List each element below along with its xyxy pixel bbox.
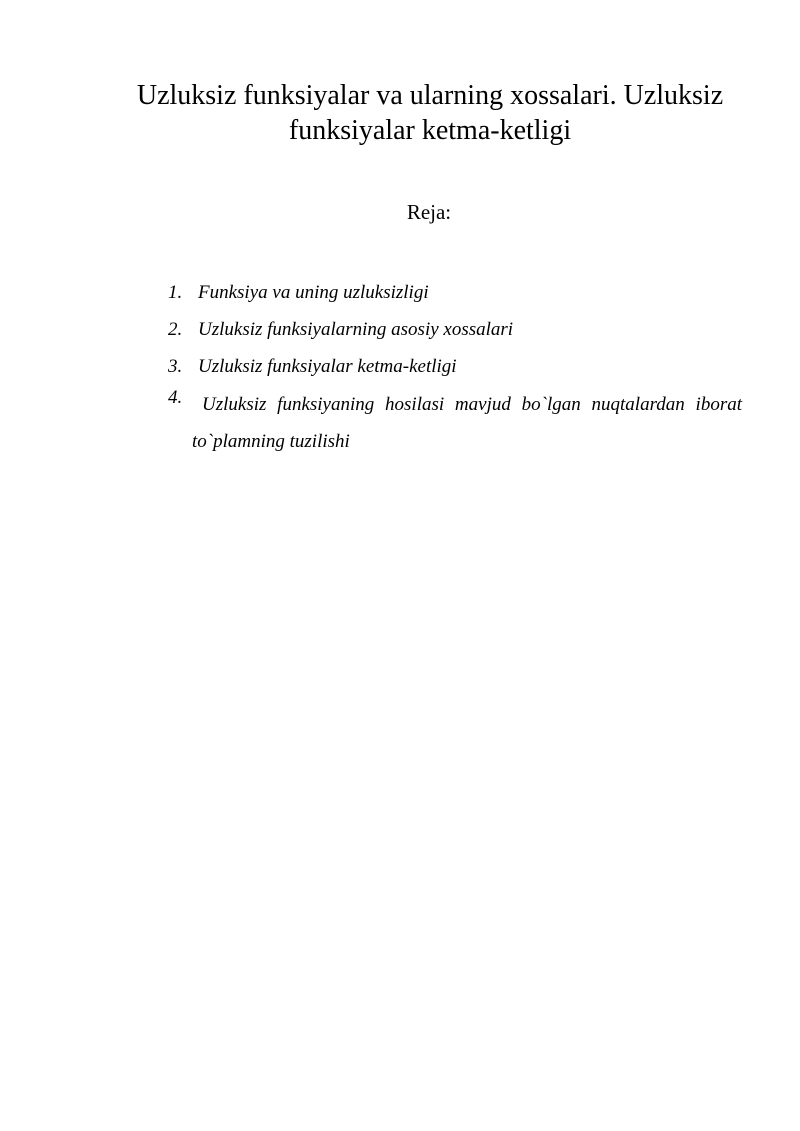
document-title: Uzluksiz funksiyalar va ularning xossalari. Uzluksiz funksiyalar ketma-ketligi <box>136 80 724 146</box>
plan-item <box>168 281 742 305</box>
plan-item-number: 2. <box>168 319 183 340</box>
plan-list <box>168 281 742 473</box>
plan-item-text: Uzluksiz funksiyalarning asosiy xossalari <box>198 319 514 340</box>
plan-item <box>168 318 742 342</box>
plan-item-number: 3. <box>168 356 183 377</box>
plan-item-text: Uzluksiz funksiyalar ketma-ketligi <box>198 356 457 377</box>
plan-heading: Reja: <box>406 200 452 224</box>
plan-item-number: 4. <box>168 387 183 408</box>
plan-item-text: Uzluksiz funksiyaning hosilasi mavjud bo`lgan nuqtalardan iborat to`plamning tuzilishi <box>192 394 742 452</box>
plan-item-number: 1. <box>168 282 183 303</box>
plan-item <box>168 386 742 460</box>
plan-item <box>168 355 742 379</box>
plan-item-text: Funksiya va uning uzluksizligi <box>198 282 429 303</box>
